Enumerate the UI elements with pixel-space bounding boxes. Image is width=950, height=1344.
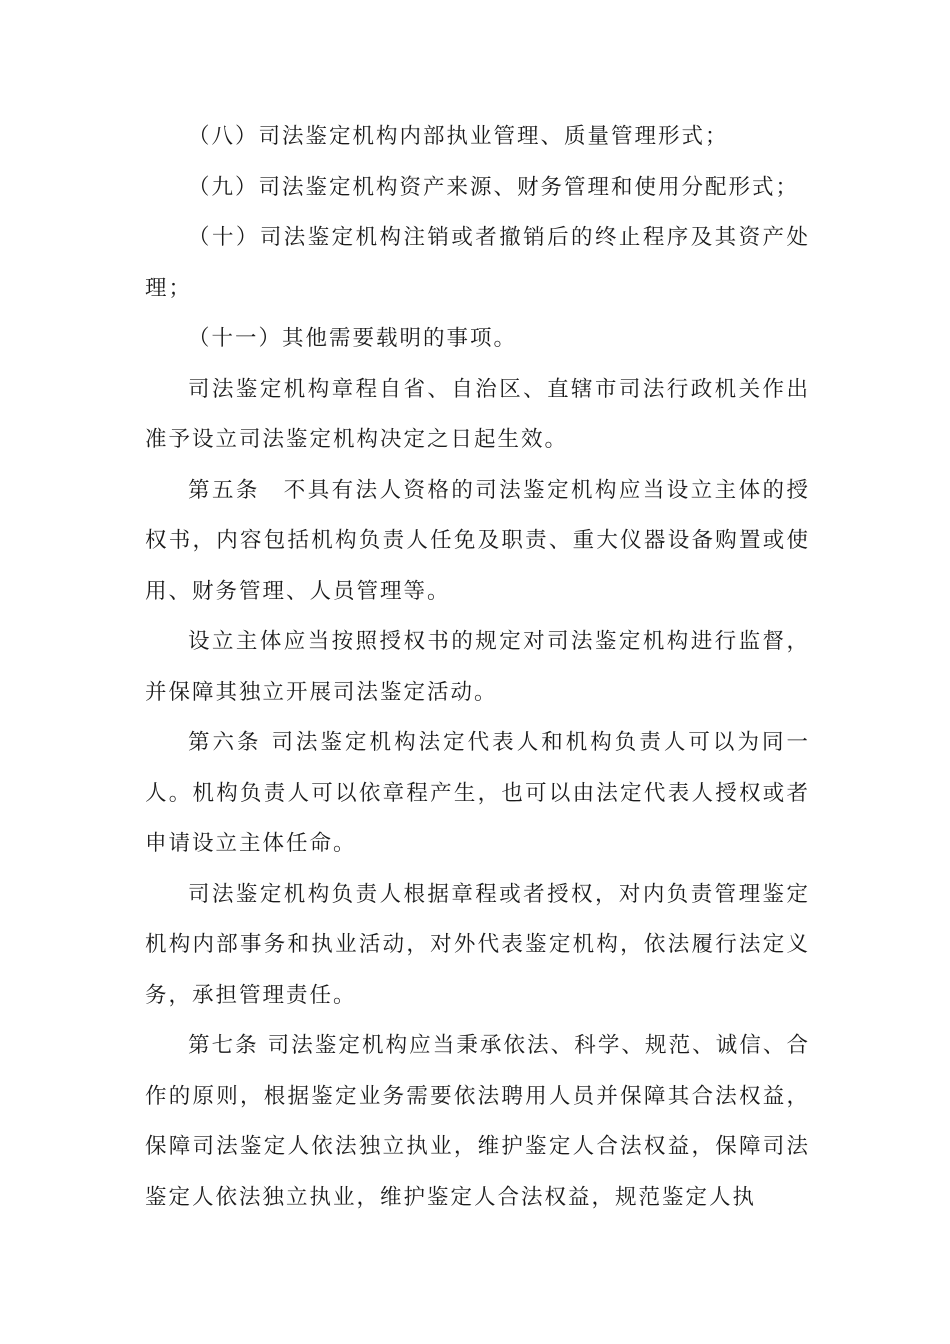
article-5-supervision-paragraph: 设立主体应当按照授权书的规定对司法鉴定机构进行监督，并保障其独立开展司法鉴定活动。: [145, 629, 810, 705]
article-5-paragraph: 第五条 不具有法人资格的司法鉴定机构应当设立主体的授权书，内容包括机构负责人任免及职责、重大仪器设备购置或使用、财务管理、人员管理等。: [145, 477, 810, 604]
document-body: [145, 112, 810, 1223]
article-6-paragraph: 第六条 司法鉴定机构法定代表人和机构负责人可以为同一人。机构负责人可以依章程产生，也可以由法定代表人授权或者申请设立主体任命。: [145, 730, 810, 856]
clause-item-10: （十）司法鉴定机构注销或者撤销后的终止程序及其资产处理；: [145, 225, 810, 301]
clause-item-9: （九）司法鉴定机构资产来源、财务管理和使用分配形式；: [188, 174, 800, 200]
article-7-paragraph: 第七条 司法鉴定机构应当秉承依法、科学、规范、诚信、合作的原则，根据鉴定业务需要依法聘用人员并保障其合法权益，保障司法鉴定人依法独立执业，维护鉴定人合法权益，保障司法鉴定人依法独立执业，维护鉴定人合法权益，规范鉴定人执: [145, 1033, 810, 1210]
article-6-responsibility-paragraph: 司法鉴定机构负责人根据章程或者授权，对内负责管理鉴定机构内部事务和执业活动，对外代表鉴定机构，依法履行法定义务，承担管理责任。: [145, 881, 810, 1008]
clause-item-11: （十一）其他需要载明的事项。: [188, 326, 518, 351]
clause-item-8: （八）司法鉴定机构内部执业管理、质量管理形式；: [188, 124, 729, 149]
charter-effective-paragraph: 司法鉴定机构章程自省、自治区、直辖市司法行政机关作出准予设立司法鉴定机构决定之日起生效。: [145, 376, 810, 452]
